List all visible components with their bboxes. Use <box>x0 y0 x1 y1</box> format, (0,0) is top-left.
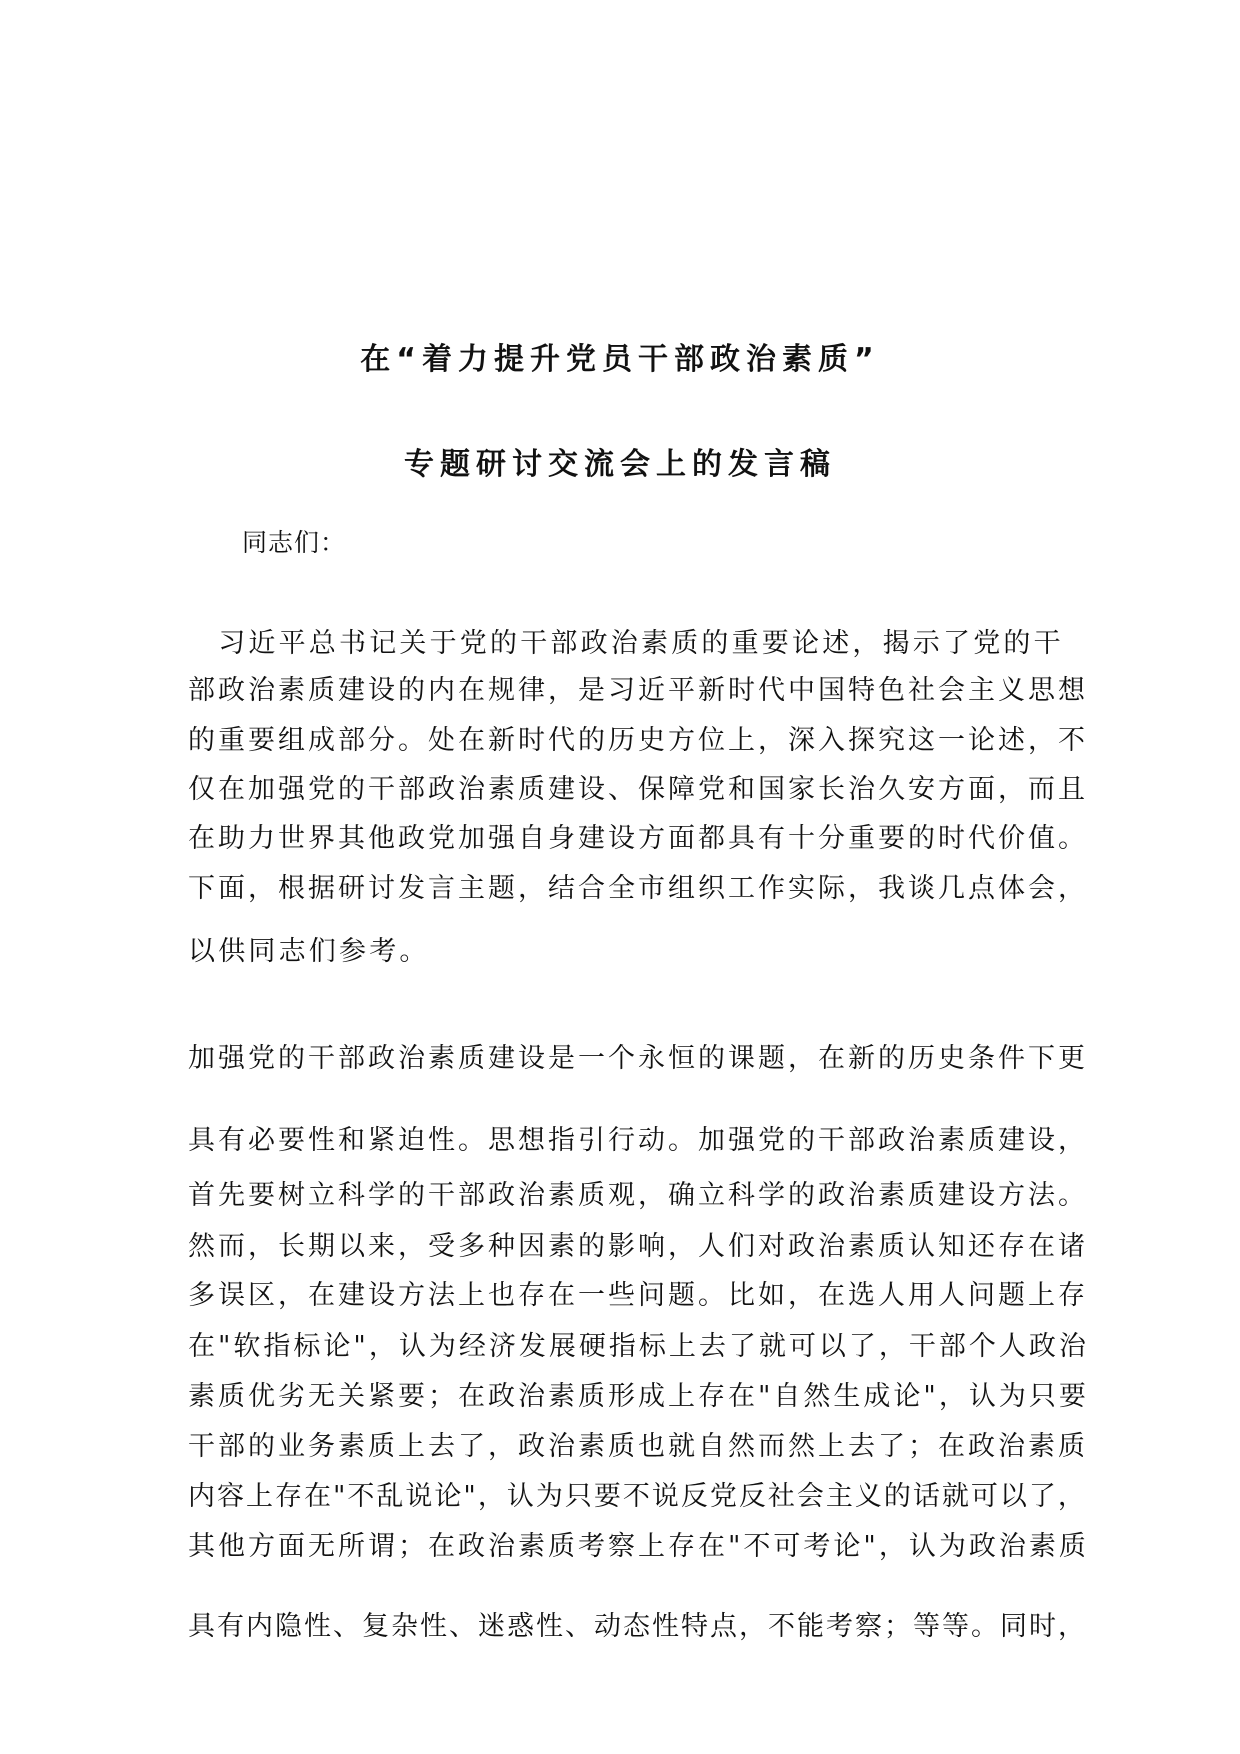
paragraph-2-line: 其他方面无所谓；在政治素质考察上存在"不可考论"，认为政治素质 <box>188 1531 1089 1562</box>
paragraph-2-line: 多误区，在建设方法上也存在一些问题。比如，在选人用人问题上存 <box>188 1280 1088 1311</box>
paragraph-2-line: 然而，长期以来，受多种因素的影响，人们对政治素质认知还存在诸 <box>188 1231 1088 1262</box>
paragraph-1-line: 部政治素质建设的内在规律，是习近平新时代中国特色社会主义思想 <box>188 675 1088 706</box>
paragraph-2-line: 具有必要性和紧迫性。思想指引行动。加强党的干部政治素质建设， <box>188 1125 1088 1156</box>
salutation: 同志们： <box>242 528 347 557</box>
paragraph-1-line: 下面，根据研讨发言主题，结合全市组织工作实际，我谈几点体会， <box>188 873 1088 904</box>
paragraph-2-line: 在"软指标论"，认为经济发展硬指标上去了就可以了，干部个人政治 <box>188 1331 1089 1362</box>
paragraph-1-line: 以供同志们参考。 <box>188 936 430 967</box>
paragraph-1-line: 习近平总书记关于党的干部政治素质的重要论述，揭示了党的干 <box>188 628 1064 659</box>
paragraph-2-line: 加强党的干部政治素质建设是一个永恒的课题，在新的历史条件下更 <box>188 1043 1088 1074</box>
document-title-line-1: 在“着力提升党员干部政治素质” <box>360 342 880 377</box>
paragraph-2-line: 首先要树立科学的干部政治素质观，确立科学的政治素质建设方法。 <box>188 1180 1088 1211</box>
paragraph-2-line: 素质优劣无关紧要；在政治素质形成上存在"自然生成论"，认为只要 <box>188 1381 1089 1412</box>
paragraph-2-line: 内容上存在"不乱说论"，认为只要不说反党反社会主义的话就可以了， <box>188 1481 1087 1512</box>
paragraph-1-line: 在助力世界其他政党加强自身建设方面都具有十分重要的时代价值。 <box>188 823 1088 854</box>
paragraph-2-line: 干部的业务素质上去了，政治素质也就自然而然上去了；在政治素质 <box>188 1431 1088 1462</box>
paragraph-1-line: 的重要组成部分。处在新时代的历史方位上，深入探究这一论述，不 <box>188 725 1088 756</box>
document-title-line-2: 专题研讨交流会上的发言稿 <box>404 447 836 482</box>
paragraph-1-line: 仅在加强党的干部政治素质建设、保障党和国家长治久安方面，而且 <box>188 774 1088 805</box>
paragraph-2-line: 具有内隐性、复杂性、迷惑性、动态性特点，不能考察；等等。同时， <box>188 1611 1087 1642</box>
